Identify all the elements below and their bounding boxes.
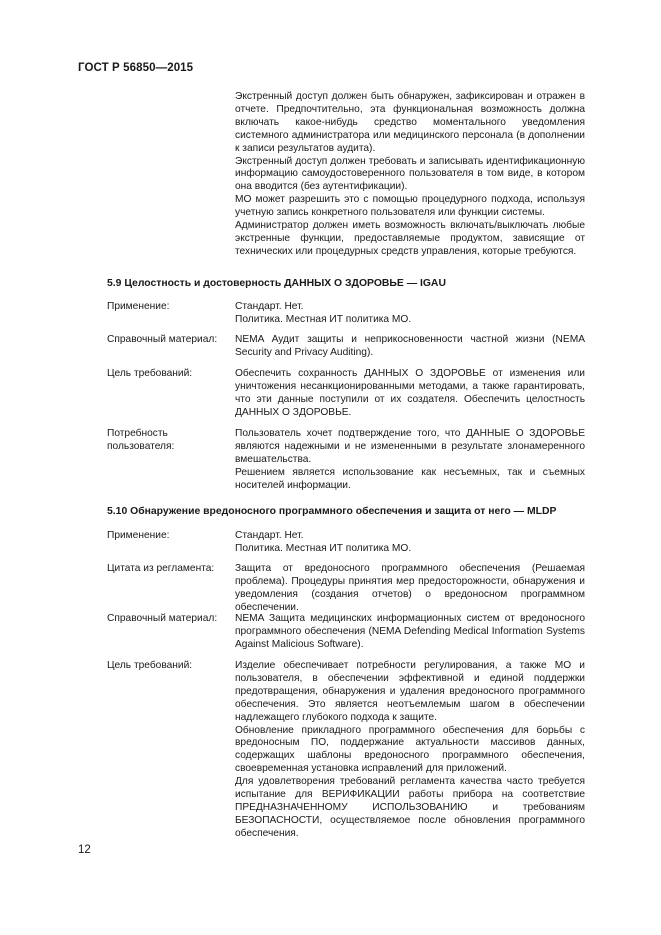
row-label: Цитата из регламента: xyxy=(107,563,215,574)
row-paragraph: Решением является использование как несъемных, так и съемных носителей информации. xyxy=(235,466,585,491)
row-paragraph: Политика. Местная ИТ политика МО. xyxy=(235,542,412,554)
row-paragraph: NEMA Аудит защиты и неприкосновенности частной жизни (NEMA Security and Privacy Auditing). xyxy=(235,334,585,358)
row-value xyxy=(235,334,585,360)
row-paragraph: Изделие обеспечивает потребности регулирования, а также МО и пользователя, в обеспечении эффективной и единой поддержки предотвращения, обнаружения и удаления вредоносного программного обеспечения. Это является неотъемлемым шагом в обеспечении надлежащего глубокого подхода к защите. xyxy=(235,660,585,723)
row-value xyxy=(235,563,585,615)
document-code-header: ГОСТ Р 56850—2015 xyxy=(78,62,194,74)
row-paragraph: Обновление прикладного программного обеспечения для борьбы с вредоносным ПО, поддержание актуальности массивов данных, содержащих шаблоны вредоносного программного обеспечения, своевременная установка исправлений для приложений. xyxy=(235,724,585,775)
row-label: Справочный материал: xyxy=(107,334,218,345)
row-value xyxy=(235,530,585,556)
row-label: Цель требований: xyxy=(107,368,193,379)
intro-paragraph: Экстренный доступ должен требовать и записывать идентификационную информацию самоудостоверенного пользователя в том виде, в котором она вводится (без аутентификации). xyxy=(235,155,585,193)
row-value xyxy=(235,428,585,493)
row-paragraph: Обеспечить сохранность ДАННЫХ О ЗДОРОВЬЕ от изменения или уничтожения несанкционированными методами, а также гарантировать, что эти данные поступили от их создателя. Обеспечить целостность ДАННЫХ О ЗДОРОВЬЕ. xyxy=(235,368,585,418)
row-label: Потребность пользователя: xyxy=(107,428,175,452)
row-value xyxy=(235,368,585,420)
row-paragraph: Защита от вредоносного программного обеспечения (Решаемая проблема). Процедуры принятия мер предосторожности, обнаружения и уведомления (создания отчетов) о вредоносном программном обеспечении. xyxy=(235,563,585,613)
row-paragraph: Стандарт. Нет. xyxy=(235,301,304,312)
row-value xyxy=(235,301,585,327)
row-paragraph: Стандарт. Нет. xyxy=(235,530,304,541)
row-value xyxy=(235,660,585,841)
row-label: Цель требований: xyxy=(107,660,193,671)
section-heading-mldp: 5.10 Обнаружение вредоносного программного обеспечения и защита от него — MLDP xyxy=(107,506,557,517)
intro-paragraph: МО может разрешить это с помощью процедурного подхода, используя учетную запись конкретного пользователя или функции системы. xyxy=(235,194,585,219)
row-paragraph: Пользователь хочет подтверждение того, что ДАННЫЕ О ЗДОРОВЬЕ являются надежными и не измененными в результате злонамеренного вмешательства. xyxy=(235,428,585,465)
intro-text-block xyxy=(235,91,585,259)
row-label: Применение: xyxy=(107,530,170,541)
row-paragraph: Для удовлетворения требований регламента качества часто требуется испытание для ВЕРИФИКАЦИИ работы прибора на соответствие ПРЕДНАЗНАЧЕННОМУ ИСПОЛЬЗОВАНИЮ и требованиям БЕЗОПАСНОСТИ, осуществляемое после обновления программного обеспечения. xyxy=(235,776,585,839)
row-value xyxy=(235,613,585,652)
row-label: Применение: xyxy=(107,301,170,312)
row-paragraph: NEMA Защита медицинских информационных систем от вредоносного программного обеспечения (NEMA Defending Medical Information Systems Against Malicious Software). xyxy=(235,613,585,650)
intro-paragraph: Администратор должен иметь возможность включать/выключать любые экстренные функции, предоставляемые продуктом, зависящие от технических или процедурных средств управления, которые требуются. xyxy=(235,220,585,257)
page-number: 12 xyxy=(78,844,91,856)
row-paragraph: Политика. Местная ИТ политика МО. xyxy=(235,313,412,325)
intro-paragraph: Экстренный доступ должен быть обнаружен, зафиксирован и отражен в отчете. Предпочтительно, эта функциональная возможность должна включать какое-нибудь средство моментального уведомления системного администратора или медицинского персонала (в дополнении к записи результатов аудита). xyxy=(235,91,585,154)
row-label: Справочный материал: xyxy=(107,613,218,624)
section-heading-igau: 5.9 Целостность и достоверность ДАННЫХ О ЗДОРОВЬЕ — IGAU xyxy=(107,278,446,289)
